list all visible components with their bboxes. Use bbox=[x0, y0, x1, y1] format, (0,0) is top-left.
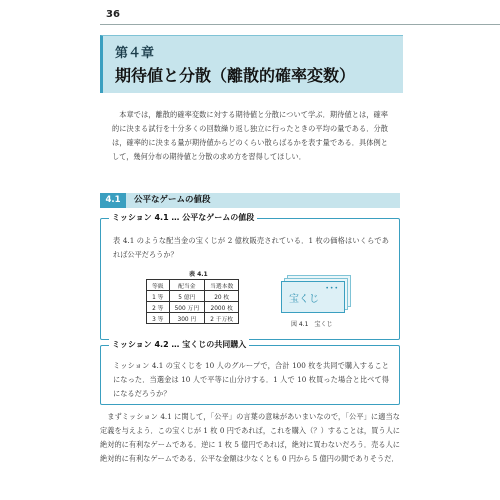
section-number: 4.1 bbox=[100, 193, 126, 208]
table-header-row bbox=[147, 280, 239, 291]
table-header-cell: 当選本数 bbox=[205, 280, 239, 291]
table-header-cell: 等級 bbox=[147, 280, 170, 291]
mission-text: ミッション 4.1 の宝くじを 10 人のグループで，合計 100 枚を共同で購入することになった．当選金は 10 人で平等に山分けする．1 人で 10 枚買った場合と比べて得になるだろうか？ bbox=[113, 361, 389, 398]
body-paragraph: まずミッション 4.1 に関して，「公平」の言葉の意味があいまいなので，「公平」に適当な定義を与えよう．この宝くじが 1 枚 0 円であれば，これを購入（？）することは，買う人に絶対的に有利なゲームである．逆に 1 枚 5 億円であれば，絶対に買わないだろう．売る人に絶対的に有利なゲームである．公平な金額は少なくとも 0 円から 5 億円の間でありそうだ． bbox=[100, 412, 400, 463]
table-cell: 1 等 bbox=[147, 291, 170, 302]
table-header-cell: 配当金 bbox=[169, 280, 205, 291]
chapter-title: 期待値と分散（離散的確率変数） bbox=[115, 66, 356, 85]
table-cell: 300 円 bbox=[169, 313, 205, 324]
lottery-ticket-illustration bbox=[281, 281, 345, 313]
ticket-label: 宝くじ bbox=[289, 294, 319, 305]
mission-label: ミッション 4.1 … 公平なゲームの値段 bbox=[109, 212, 257, 223]
page-number: 36 bbox=[106, 9, 120, 20]
table-caption: 表 4.1 bbox=[189, 271, 208, 278]
table-cell: 20 枚 bbox=[205, 291, 239, 302]
chapter-label: 第４章 bbox=[115, 46, 155, 61]
table-row bbox=[147, 291, 239, 302]
table-cell: 500 万円 bbox=[169, 302, 205, 313]
figure-caption: 図 4.1 宝くじ bbox=[291, 321, 333, 328]
table-cell: 3 等 bbox=[147, 313, 170, 324]
prize-table bbox=[146, 279, 239, 324]
table-cell: 2 等 bbox=[147, 302, 170, 313]
mission-text: 表 4.1 のような配当金の宝くじが 2 億枚販売されている．1 枚の価格はいくらであれば公平だろうか？ bbox=[113, 236, 389, 259]
section-title: 公平なゲームの値段 bbox=[134, 195, 211, 205]
mission-label: ミッション 4.2 … 宝くじの共同購入 bbox=[109, 339, 249, 350]
table-cell: 5 億円 bbox=[169, 291, 205, 302]
table-row bbox=[147, 302, 239, 313]
table-cell: 2 千万枚 bbox=[205, 313, 239, 324]
mission-box-4-2 bbox=[100, 340, 400, 405]
chapter-intro: 本章では，離散的確率変数に対する期待値と分散について学ぶ．期待値とは，確率的に決まる試行を十分多くの回数繰り返し独立に行ったときの平均の量である．分散は，確率的に決まる量が期待値からどのくらい散らばるかを表す量である．具体例として，幾何分布の期待値と分散の求め方を習得してほしい． bbox=[112, 110, 388, 161]
section-heading bbox=[100, 193, 400, 208]
header-rule bbox=[100, 24, 500, 25]
chapter-heading bbox=[100, 35, 403, 93]
table-cell: 2000 枚 bbox=[205, 302, 239, 313]
ticket-dots-icon: ••• bbox=[325, 285, 339, 292]
table-row bbox=[147, 313, 239, 324]
mission-box-4-1 bbox=[100, 213, 400, 340]
